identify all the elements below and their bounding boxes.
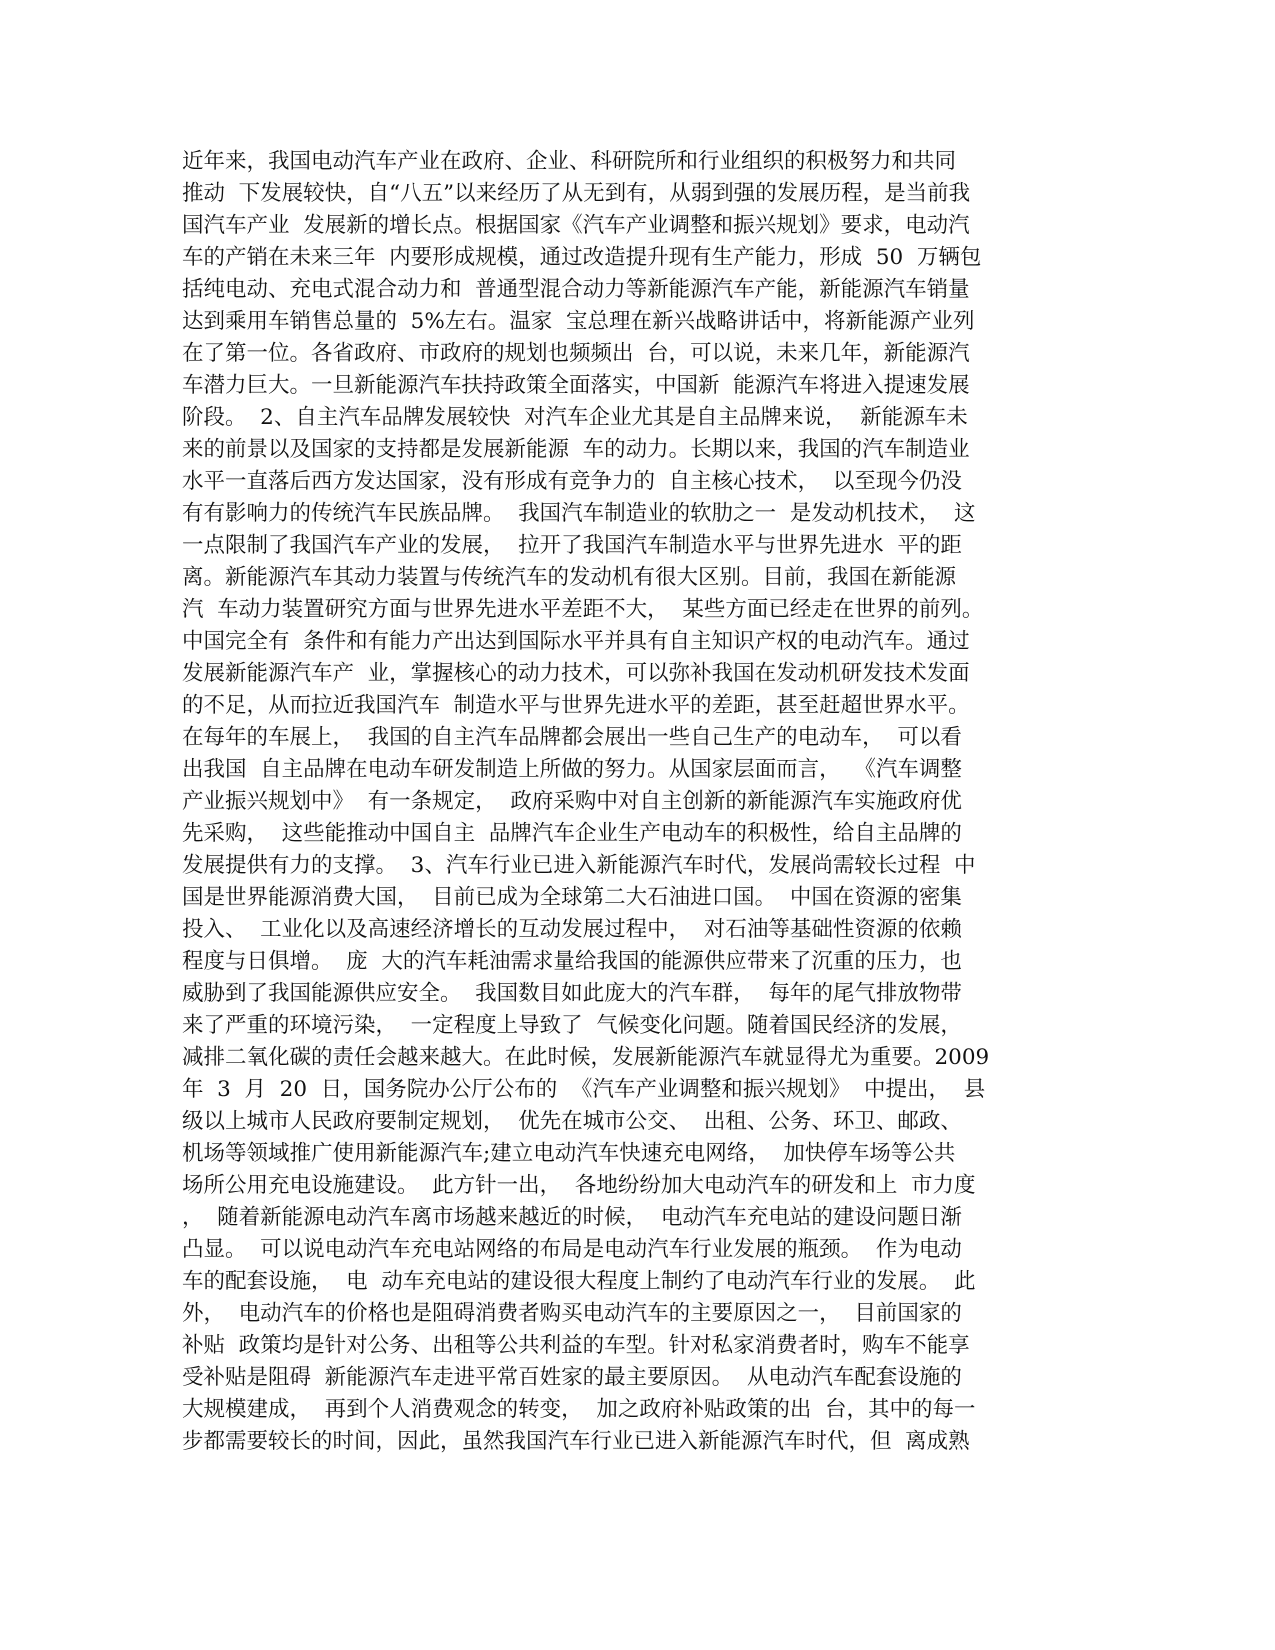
text-line: 车的产销在未来三年 内要形成规模，通过改造提升现有生产能力，形成 50 万辆包 [182,245,982,270]
text-line: 年 3 月 20 日，国务院办公厅公布的 《汽车产业调整和振兴规划》 中提出， 县 [182,1077,986,1102]
text-line: 车的配套设施， 电 动车充电站的建设很大程度上制约了电动汽车行业的发展。 此 [182,1269,976,1294]
text-line: 有有影响力的传统汽车民族品牌。 我国汽车制造业的软肋之一 是发动机技术， 这 [182,501,976,526]
body-text [182,146,1092,1458]
text-line: 中国完全有 条件和有能力产出达到国际水平并具有自主知识产权的电动汽车。通过 [182,629,970,654]
text-line: 阶段。 2、自主汽车品牌发展较快 对汽车企业尤其是自主品牌来说， 新能源车未 [182,405,968,430]
text-line: 在每年的车展上， 我国的自主汽车品牌都会展出一些自己生产的电动车， 可以看 [182,725,962,750]
text-line: 程度与日俱增。 庞 大的汽车耗油需求量给我国的能源供应带来了沉重的压力，也 [182,949,962,974]
text-line: 出我国 自主品牌在电动车研发制造上所做的努力。从国家层面而言， 《汽车调整 [182,757,962,782]
text-line: 减排二氧化碳的责任会越来越大。在此时候，发展新能源汽车就显得尤为重要。2009 [182,1045,990,1070]
text-line: 近年来，我国电动汽车产业在政府、企业、科研院所和行业组织的积极努力和共同 [182,149,957,174]
text-line: 机场等领域推广使用新能源汽车;建立电动汽车快速充电网络， 加快停车场等公共 [182,1141,956,1166]
text-line: 发展提供有力的支撑。 3、汽车行业已进入新能源汽车时代，发展尚需较长过程 中 [182,853,976,878]
text-line: 产业振兴规划中》 有一条规定， 政府采购中对自主创新的新能源汽车实施政府优 [182,789,962,814]
text-line: 水平一直落后西方发达国家，没有形成有竞争力的 自主核心技术， 以至现今仍没 [182,469,962,494]
text-line: 威胁到了我国能源供应安全。 我国数目如此庞大的汽车群， 每年的尾气排放物带 [182,981,962,1006]
text-line: 投入、 工业化以及高速经济增长的互动发展过程中， 对石油等基础性资源的依赖 [182,917,962,942]
text-line: 外， 电动汽车的价格也是阻碍消费者购买电动汽车的主要原因之一， 目前国家的 [182,1301,962,1326]
text-line: 来的前景以及国家的支持都是发展新能源 车的动力。长期以来，我国的汽车制造业 [182,437,970,462]
text-line: 的不足，从而拉近我国汽车 制造水平与世界先进水平的差距，甚至赶超世界水平。 [182,693,970,718]
text-line: 级以上城市人民政府要制定规划， 优先在城市公交、 出租、公务、环卫、邮政、 [182,1109,962,1134]
text-line: 凸显。 可以说电动汽车充电站网络的布局是电动汽车行业发展的瓶颈。 作为电动 [182,1237,962,1262]
text-line: 达到乘用车销售总量的 5%左右。温家 宝总理在新兴战略讲话中，将新能源产业列 [182,309,975,334]
text-line: 车潜力巨大。一旦新能源汽车扶持政策全面落实，中国新 能源汽车将进入提速发展 [182,373,970,398]
text-line: 国是世界能源消费大国， 目前已成为全球第二大石油进口国。 中国在资源的密集 [182,885,962,910]
text-line: 推动 下发展较快，自“八五”以来经历了从无到有，从弱到强的发展历程，是当前我 [182,181,971,206]
text-line: 大规模建成， 再到个人消费观念的转变， 加之政府补贴政策的出 台，其中的每一 [182,1397,976,1422]
text-line: 来了严重的环境污染， 一定程度上导致了 气候变化问题。随着国民经济的发展， [182,1013,962,1038]
text-line: 括纯电动、充电式混合动力和 普通型混合动力等新能源汽车产能，新能源汽车销量 [182,277,970,302]
text-line: 补贴 政策均是针对公务、出租等公共利益的车型。针对私家消费者时，购车不能享 [182,1333,970,1358]
text-line: 离。新能源汽车其动力装置与传统汽车的发动机有很大区别。目前，我国在新能源 [182,565,957,590]
text-line: 国汽车产业 发展新的增长点。根据国家《汽车产业调整和振兴规划》要求，电动汽 [182,213,970,238]
text-line: 步都需要较长的时间，因此，虽然我国汽车行业已进入新能源汽车时代，但 离成熟 [182,1429,970,1454]
text-line: 受补贴是阻碍 新能源汽车走进平常百姓家的最主要原因。 从电动汽车配套设施的 [182,1365,962,1390]
text-line: 先采购， 这些能推动中国自主 品牌汽车企业生产电动车的积极性，给自主品牌的 [182,821,962,846]
text-line: 场所公用充电设施建设。 此方针一出， 各地纷纷加大电动汽车的研发和上 市力度 [182,1173,976,1198]
text-line: 在了第一位。各省政府、市政府的规划也频频出 台，可以说，未来几年，新能源汽 [182,341,970,366]
text-line: 汽 车动力装置研究方面与世界先进水平差距不大， 某些方面已经走在世界的前列。 [182,597,984,622]
text-line: ， 随着新能源电动汽车离市场越来越近的时候， 电动汽车充电站的建设问题日渐 [182,1205,962,1230]
text-line: 一点限制了我国汽车产业的发展， 拉开了我国汽车制造水平与世界先进水 平的距 [182,533,962,558]
text-line: 发展新能源汽车产 业，掌握核心的动力技术，可以弥补我国在发动机研发技术发面 [182,661,970,686]
